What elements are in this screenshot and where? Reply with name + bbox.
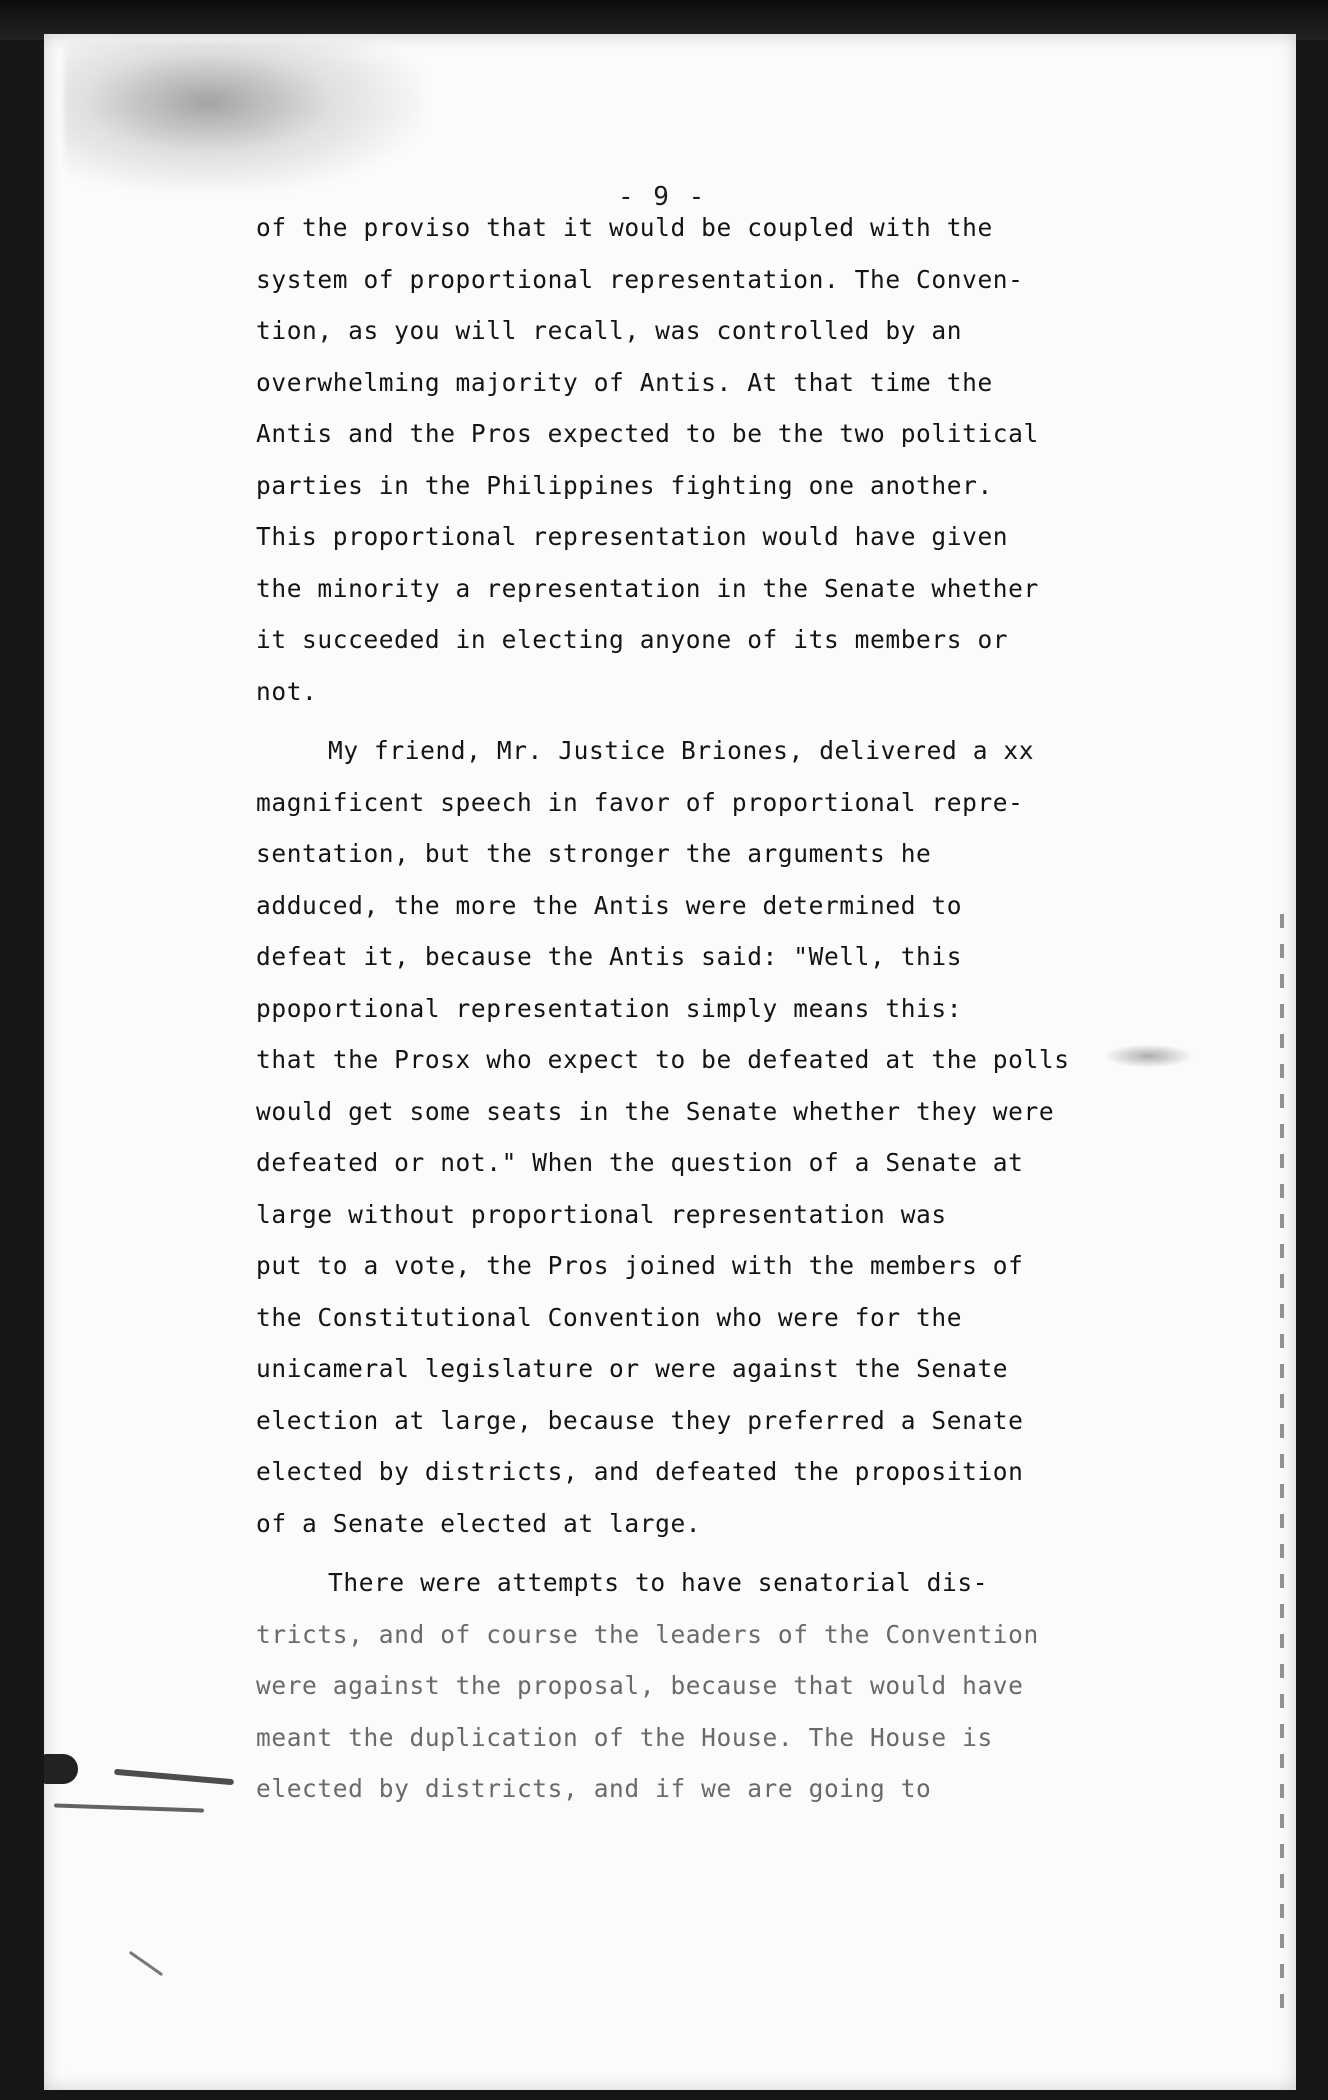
margin-ink-mark <box>129 1951 163 1976</box>
text-line: This proportional representation would have given <box>256 522 1009 551</box>
paragraph <box>256 1557 1156 1815</box>
text-line: magnificent speech in favor of proportional repre- <box>256 787 1024 817</box>
text-line: the minority a representation in the Senate whether <box>256 573 1039 603</box>
text-line: parties in the Philippines fighting one another. <box>256 470 993 500</box>
scan-smudge <box>64 42 424 192</box>
text-line: Antis and the Pros expected to be the two political <box>256 419 1039 448</box>
margin-ink-mark <box>54 1803 204 1812</box>
page-number: - 9 - <box>618 182 707 212</box>
paragraph-gap <box>256 1549 1156 1557</box>
body-text <box>256 202 1156 1815</box>
paragraph <box>256 725 1156 1549</box>
text-line: defeated or not." When the question of a Senate at <box>256 1148 1024 1177</box>
text-line: would get some seats in the Senate whether they were <box>256 1096 1055 1126</box>
text-line: adduced, the more the Antis were determined to <box>256 890 963 920</box>
text-line: sentation, but the stronger the arguments he <box>256 839 932 868</box>
text-line: it succeeded in electing anyone of its members or <box>256 625 1009 654</box>
edge-scan-artifact <box>1280 914 1284 2014</box>
text-line: not. <box>256 676 318 706</box>
text-line: of a Senate elected at large. <box>256 1508 702 1538</box>
margin-ink-mark <box>44 1754 78 1784</box>
text-line: My friend, Mr. Justice Briones, delivered a xx <box>328 736 1035 765</box>
text-line: ppoportional representation simply means this: <box>256 993 963 1023</box>
text-line: elected by districts, and defeated the proposition <box>256 1457 1024 1486</box>
text-line: put to a vote, the Pros joined with the members of <box>256 1251 1024 1280</box>
text-line: tion, as you will recall, was controlled by an <box>256 316 963 345</box>
margin-ink-mark <box>114 1769 234 1785</box>
text-line: overwhelming majority of Antis. At that time the <box>256 367 993 397</box>
document-page <box>44 34 1296 2090</box>
text-line: system of proportional representation. The Conven- <box>256 264 1024 294</box>
text-line: There were attempts to have senatorial dis- <box>328 1568 989 1597</box>
paragraph <box>256 202 1156 717</box>
text-line: large without proportional representation was <box>256 1199 947 1229</box>
text-line: were against the proposal, because that would have <box>256 1671 1024 1700</box>
text-line: that the Prosx who expect to be defeated at the polls <box>256 1045 1070 1074</box>
text-line: the Constitutional Convention who were for the <box>256 1302 963 1332</box>
text-line: unicameral legislature or were against the Senate <box>256 1354 1009 1383</box>
text-line: election at large, because they preferred a Senate <box>256 1405 1024 1435</box>
text-line: defeat it, because the Antis said: "Well, this <box>256 942 963 971</box>
text-line: meant the duplication of the House. The House is <box>256 1722 993 1752</box>
text-line: tricts, and of course the leaders of the Convention <box>256 1619 1039 1649</box>
text-line: elected by districts, and if we are going to <box>256 1774 932 1803</box>
paragraph-gap <box>256 717 1156 725</box>
text-line: of the proviso that it would be coupled with the <box>256 213 993 242</box>
